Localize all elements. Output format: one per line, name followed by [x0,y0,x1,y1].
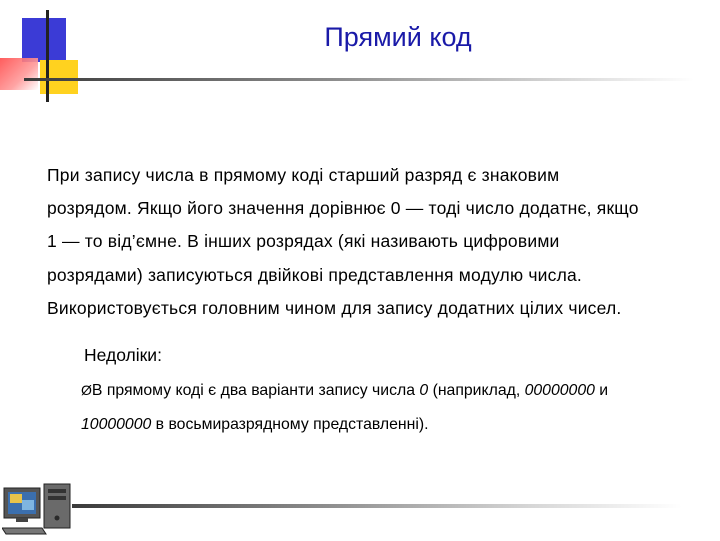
paragraph-line: розрядом. Якщо його значення дорівнює 0 — тоді число додатнє, якщо [47,198,639,219]
paragraph-line: розрядами) записуються двійкові представлення модулю числа. [47,264,582,285]
body-paragraph [47,159,715,325]
decor-blue-square [22,18,66,62]
bullet-line-1 [81,373,706,408]
bullet-number: 00000000 [524,382,595,399]
computer-icon [2,482,78,536]
bullet-text: в восьмиразрядному представленні). [151,416,429,433]
footer-divider [72,504,682,508]
subheading-drawbacks: Недоліки: [84,345,162,365]
bullet-number: 10000000 [81,416,152,433]
title-divider [24,78,694,81]
paragraph-line: 1 — то від’ємне. В інших розрядах (які називають цифровими [47,231,560,252]
bullet-item [81,373,706,442]
bullet-line-2 [81,408,706,442]
decor-vertical-line [46,10,49,102]
bullet-arrow-icon: Ø [81,382,92,398]
paragraph-line: Використовується головним чином для запису додатних цілих чисел. [47,297,622,318]
decor-red-square [0,58,38,90]
slide-title: Прямий код [324,22,472,52]
bullet-text: (наприклад, [428,382,525,399]
bullet-text: В прямому коді є два варіанти запису числа [91,382,420,399]
paragraph-line: При запису числа в прямому коді старший разряд є знаковим [47,165,560,185]
bullet-text: и [594,382,609,399]
bullet-zero: 0 [419,382,429,399]
